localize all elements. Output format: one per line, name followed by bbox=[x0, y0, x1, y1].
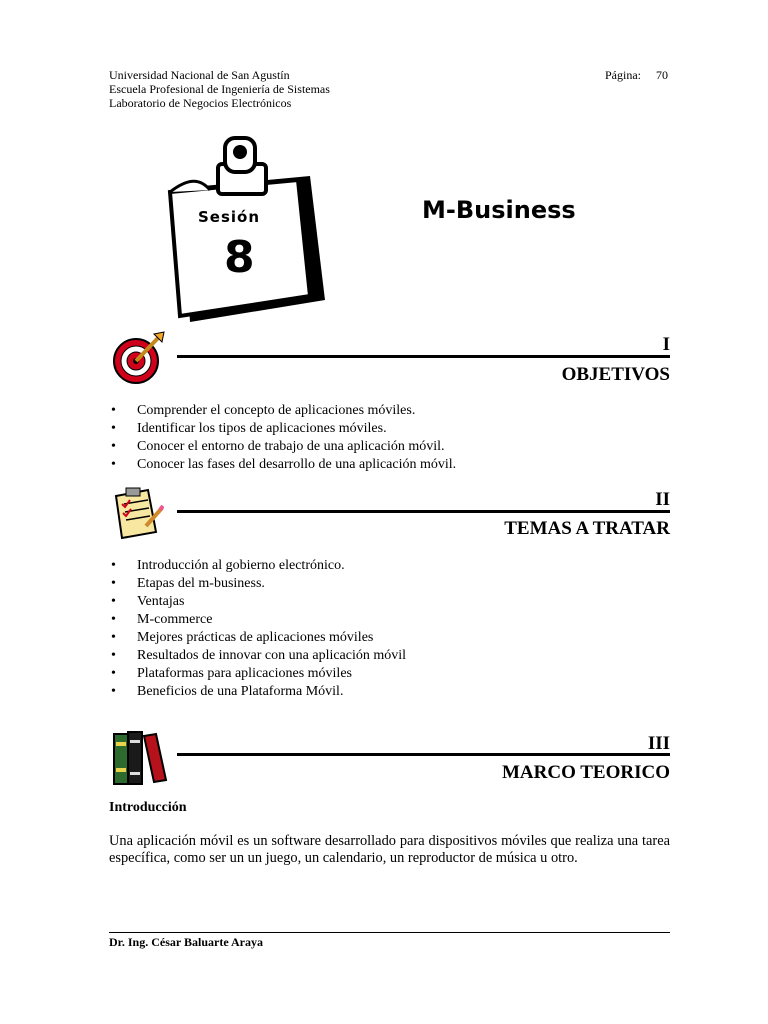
page-title: M-Business bbox=[422, 196, 576, 224]
list-item: • Ventajas bbox=[109, 593, 669, 611]
section-numeral: III bbox=[647, 733, 670, 754]
target-icon bbox=[110, 330, 166, 384]
footer-author: Dr. Ing. César Baluarte Araya bbox=[109, 935, 263, 949]
header-lab: Laboratorio de Negocios Electrónicos bbox=[109, 96, 292, 110]
objectives-list bbox=[109, 402, 669, 474]
list-item: • Beneficios de una Plataforma Móvil. bbox=[109, 683, 669, 701]
clipboard-icon bbox=[108, 486, 164, 542]
session-clipboard bbox=[160, 130, 330, 330]
section-title: MARCO TEORICO bbox=[501, 762, 670, 783]
page-label: Página: bbox=[605, 68, 641, 82]
header-school: Escuela Profesional de Ingeniería de Sistemas bbox=[109, 82, 330, 96]
list-item: • Conocer el entorno de trabajo de una aplicación móvil. bbox=[109, 438, 669, 456]
books-icon bbox=[110, 728, 168, 786]
list-item: • Introducción al gobierno electrónico. bbox=[109, 557, 669, 575]
list-item: • Identificar los tipos de aplicaciones móviles. bbox=[109, 420, 669, 438]
section-numeral: II bbox=[655, 489, 670, 510]
topics-list bbox=[109, 557, 669, 701]
list-item: • Comprender el concepto de aplicaciones móviles. bbox=[109, 402, 669, 420]
section-title: OBJETIVOS bbox=[561, 364, 670, 385]
section-numeral: I bbox=[662, 334, 670, 355]
list-item: • Resultados de innovar con una aplicación móvil bbox=[109, 647, 669, 665]
intro-heading: Introducción bbox=[109, 800, 187, 815]
session-number: 8 bbox=[224, 232, 255, 283]
list-item: • M-commerce bbox=[109, 611, 669, 629]
list-item: • Etapas del m-business. bbox=[109, 575, 669, 593]
header-university: Universidad Nacional de San Agustín bbox=[109, 68, 290, 82]
list-item: • Mejores prácticas de aplicaciones móviles bbox=[109, 629, 669, 647]
list-item: • Conocer las fases del desarrollo de una aplicación móvil. bbox=[109, 456, 669, 474]
footer-divider bbox=[109, 932, 670, 933]
list-item: • Plataformas para aplicaciones móviles bbox=[109, 665, 669, 683]
intro-paragraph: Una aplicación móvil es un software desarrollado para dispositivos móviles que realiza una tarea específica, como ser un un juego, un calendario, un reproductor de música u otro. bbox=[109, 833, 670, 866]
section-title: TEMAS A TRATAR bbox=[504, 518, 670, 539]
page-number: 70 bbox=[656, 68, 668, 82]
session-label: Sesión bbox=[198, 208, 261, 226]
